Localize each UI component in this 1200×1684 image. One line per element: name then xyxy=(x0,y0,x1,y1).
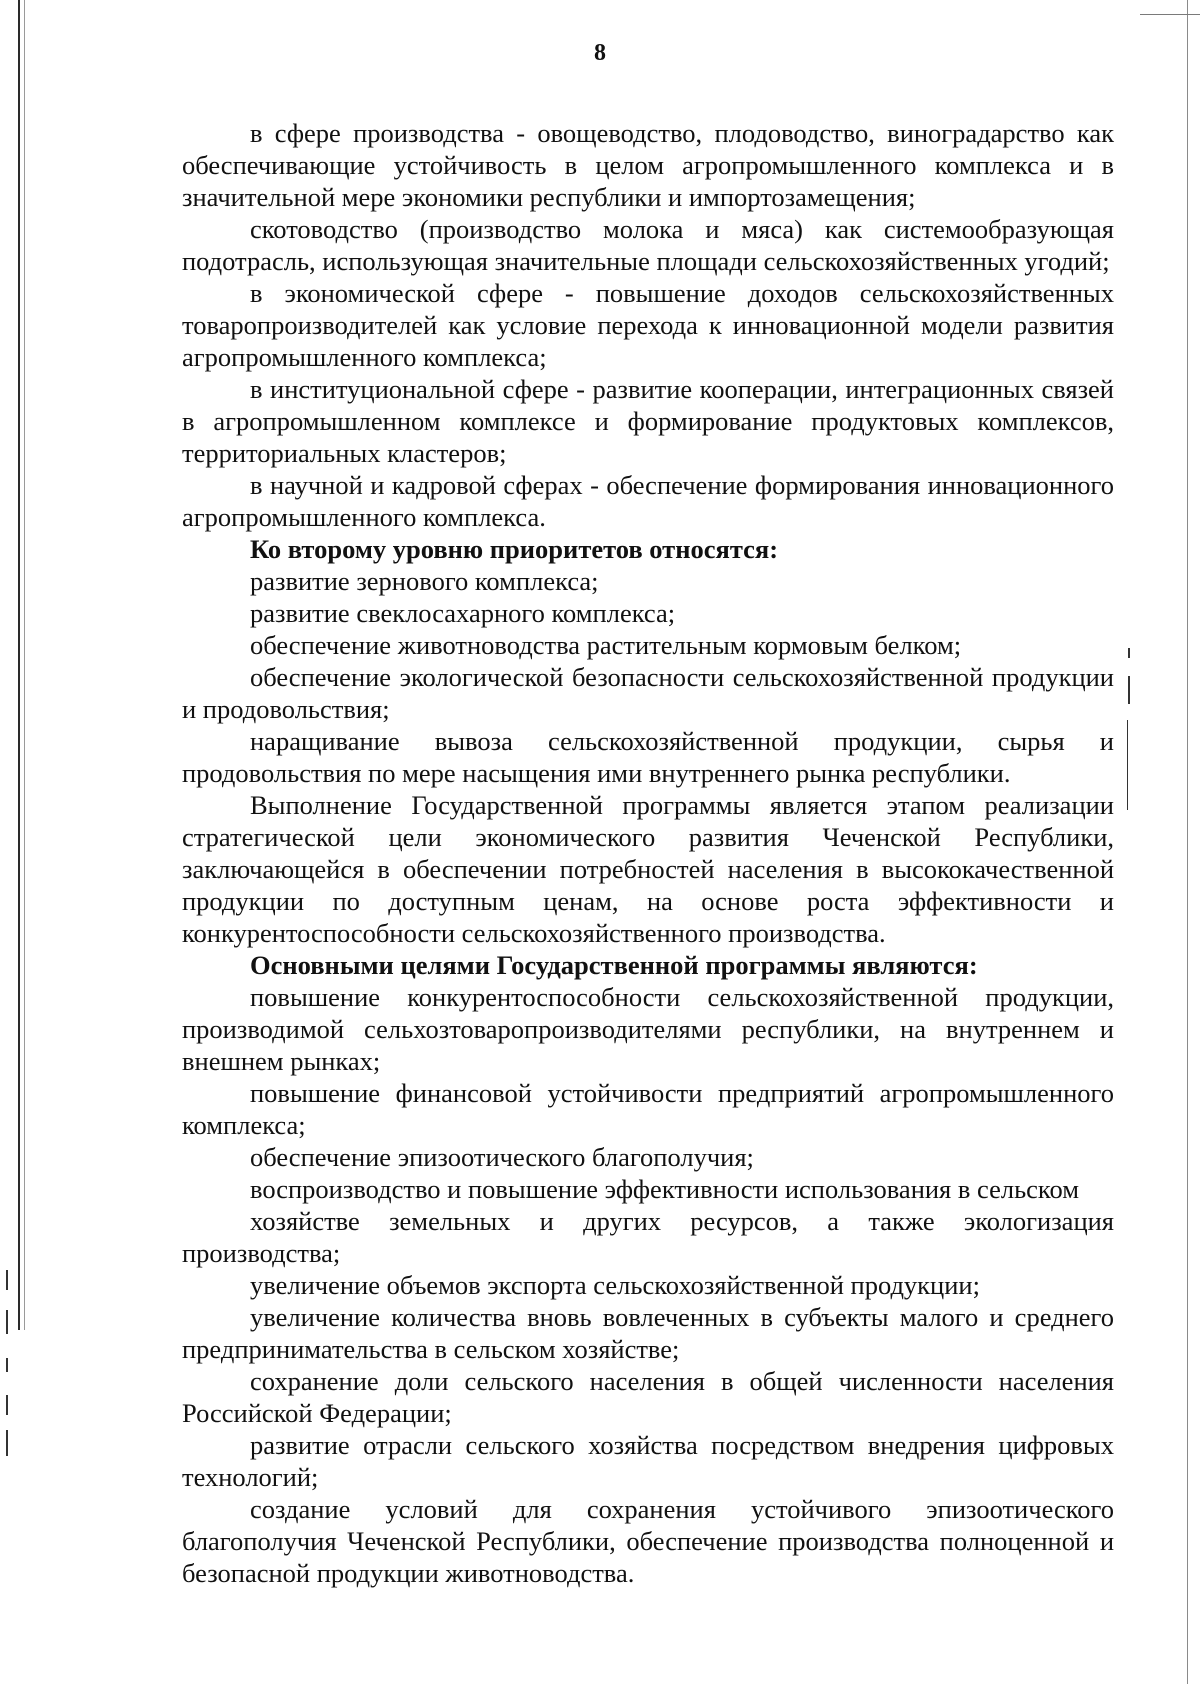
paragraph: создание условий для сохранения устойчивого эпизоотического благополучия Чеченской Республики, обеспечение производства полноценной и безопасной продукции животноводства. xyxy=(182,1494,1114,1588)
paragraph: в экономической сфере - повышение доходов сельскохозяйственных товаропроизводителей как условие перехода к инновационной модели развития агропромышленного комплекса; xyxy=(182,278,1114,372)
paragraph: обеспечение эпизоотического благополучия; xyxy=(250,1142,754,1172)
scan-speck xyxy=(6,1270,8,1290)
scan-speck xyxy=(6,1430,8,1456)
section-heading: Основными целями Государственной программы являются: xyxy=(250,950,978,980)
paragraph: обеспечение животноводства растительным кормовым белком; xyxy=(250,630,962,660)
paragraph: сохранение доли сельского населения в общей численности населения Российской Федерации; xyxy=(182,1366,1114,1428)
paragraph: воспроизводство и повышение эффективности использования в сельском xyxy=(250,1174,1079,1204)
paragraph: развитие зернового комплекса; xyxy=(250,566,599,596)
paragraph: повышение конкурентоспособности сельскохозяйственной продукции, производимой сельхозтоваропроизводителями республики, на внутреннем и внешнем рынках; xyxy=(182,982,1114,1076)
paragraph: в научной и кадровой сферах - обеспечение формирования инновационного агропромышленного комплекса. xyxy=(182,470,1114,532)
scan-speck xyxy=(1127,720,1128,810)
section-heading: Ко второму уровню приоритетов относятся: xyxy=(250,534,779,564)
scan-edge-line xyxy=(18,0,20,1330)
scan-speck xyxy=(6,1395,8,1415)
scan-edge-line xyxy=(1140,14,1200,15)
paragraph: увеличение количества вновь вовлеченных в субъекты малого и среднего предпринимательства в сельском хозяйстве; xyxy=(182,1302,1114,1364)
scan-edge-line xyxy=(1187,0,1188,1684)
paragraph: Выполнение Государственной программы является этапом реализации стратегической цели экономического развития Чеченской Республики, заключающейся в обеспечении потребностей населения в высококачественной продукции по доступным ценам, на основе роста эффективности и конкурентоспособности сельскохозяйственного производства. xyxy=(182,790,1114,948)
paragraph: наращивание вывоза сельскохозяйственной продукции, сырья и продовольствия по мере насыщения ими внутреннего рынка республики. xyxy=(182,726,1114,788)
scan-speck xyxy=(6,1310,8,1334)
paragraph: обеспечение экологической безопасности сельскохозяйственной продукции и продовольствия; xyxy=(182,662,1114,724)
page-number: 8 xyxy=(594,40,606,66)
paragraph: повышение финансовой устойчивости предприятий агропромышленного комплекса; xyxy=(182,1078,1114,1140)
paragraph: хозяйстве земельных и других ресурсов, а также экологизация производства; xyxy=(182,1206,1114,1268)
scan-speck xyxy=(1128,648,1130,658)
paragraph: увеличение объемов экспорта сельскохозяйственной продукции; xyxy=(250,1270,980,1300)
scan-speck xyxy=(6,1358,8,1372)
paragraph: развитие отрасли сельского хозяйства посредством внедрения цифровых технологий; xyxy=(182,1430,1114,1492)
paragraph: развитие свеклосахарного комплекса; xyxy=(250,598,676,628)
scan-speck xyxy=(1128,676,1130,704)
paragraph: в институциональной сфере - развитие кооперации, интеграционных связей в агропромышленном комплексе и формирование продуктовых комплексов, территориальных кластеров; xyxy=(182,374,1114,468)
scan-edge-line xyxy=(24,0,25,1330)
paragraph: скотоводство (производство молока и мяса) как системообразующая подотрасль, использующая значительные площади сельскохозяйственных угодий; xyxy=(182,214,1114,276)
body-text xyxy=(182,117,1114,1589)
paragraph: в сфере производства - овощеводство, плодоводство, виноградарство как обеспечивающие устойчивость в целом агропромышленного комплекса и в значительной мере экономики республики и импортозамещения; xyxy=(182,118,1114,212)
